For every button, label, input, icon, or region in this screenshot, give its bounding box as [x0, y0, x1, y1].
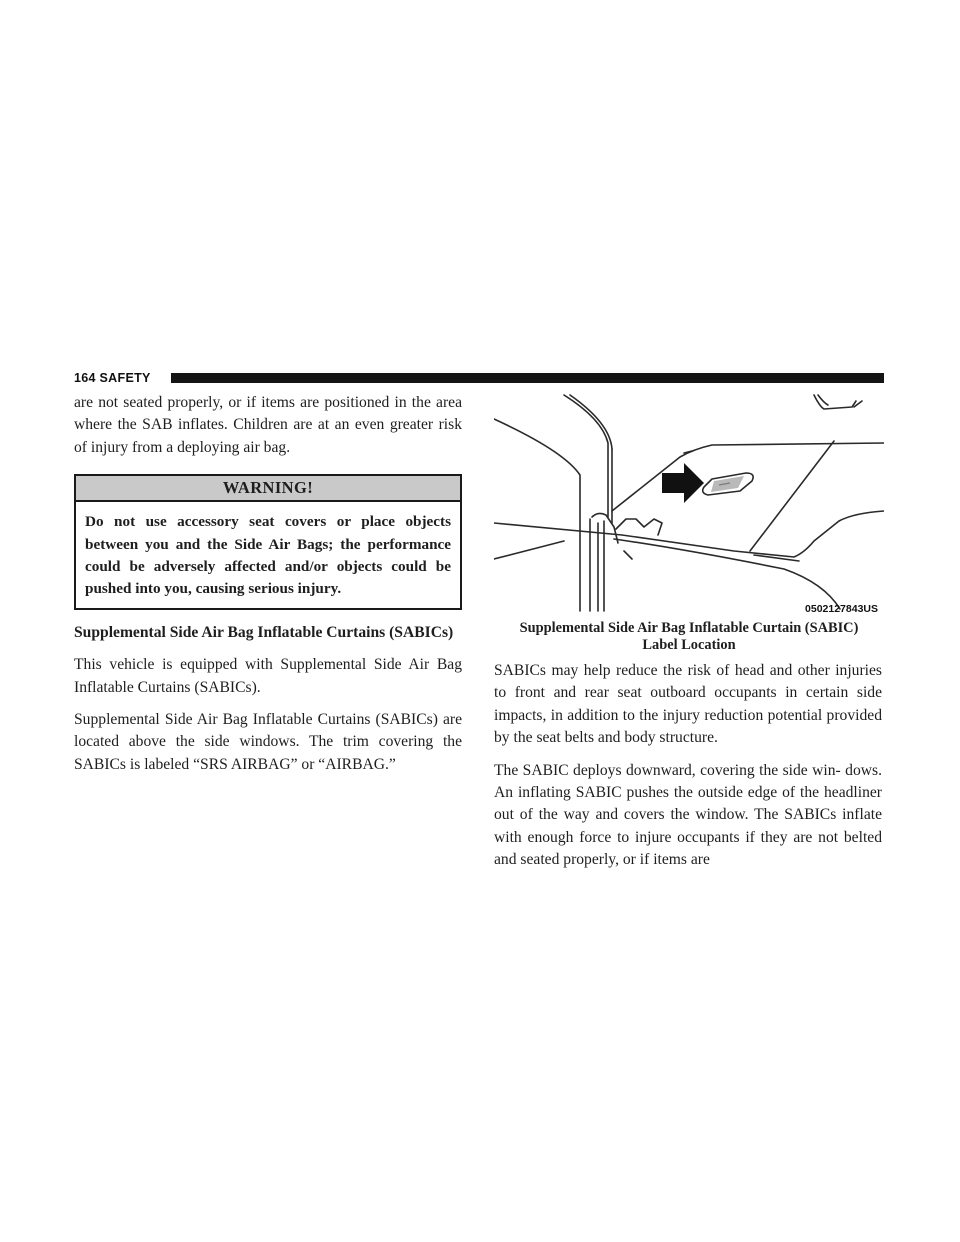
left-column: [74, 392, 462, 786]
equipped-paragraph: This vehicle is equipped with Supplemental Side Air Bag Inflatable Curtains (SABICs).: [74, 656, 462, 696]
page-header: [74, 372, 884, 386]
section-heading: Supplemental Side Air Bag Inflatable Curtains (SABICs): [74, 623, 454, 641]
warning-title: WARNING!: [76, 476, 460, 502]
warning-box: [74, 474, 462, 610]
intro-paragraph: are not seated properly, or if items are positioned in the area where the SAB inflates. Children are at an even greater risk of injury from a deploying air bag.: [74, 394, 462, 456]
interior-line-drawing: [494, 393, 884, 617]
caption-line-1: Supplemental Side Air Bag Inflatable Curtain (SABIC): [519, 620, 859, 636]
right-column: [494, 660, 882, 882]
header-label: [74, 371, 151, 385]
location-paragraph: Supplemental Side Air Bag Inflatable Curtains (SABICs) are located above the side windows. The trim covering the SABICs is labeled “SRS AIRBAG” or “AIRBAG.”: [74, 711, 462, 773]
section-title: SAFETY: [99, 371, 151, 385]
image-code: 0502127843US: [805, 603, 878, 615]
pointer-arrow-icon: [662, 463, 704, 503]
page-number: 164: [74, 371, 96, 385]
warning-text: Do not use accessory seat covers or place objects between you and the Side Air Bags; the performance could be adversely affected and/or objects could be pushed into you, causing serious injury.: [85, 513, 451, 598]
caption-line-2: Label Location: [642, 637, 736, 653]
header-rule: [171, 373, 884, 383]
deployment-paragraph: The SABIC deploys downward, covering the side win- dows. An inflating SABIC pushes the outside edge of the headliner out of the way and covers the window. The SABICs inflate with enough force to injure occupants if they are not belted and seated properly, or if items are: [494, 761, 882, 869]
sabic-label-illustration: [494, 393, 884, 617]
injury-reduction-paragraph: SABICs may help reduce the risk of head and other injuries to front and rear seat outboard occupants in certain side impacts, in addition to the injury reduction potential provided by the seat belts and body structure.: [494, 662, 882, 747]
figure-caption: [494, 620, 884, 654]
